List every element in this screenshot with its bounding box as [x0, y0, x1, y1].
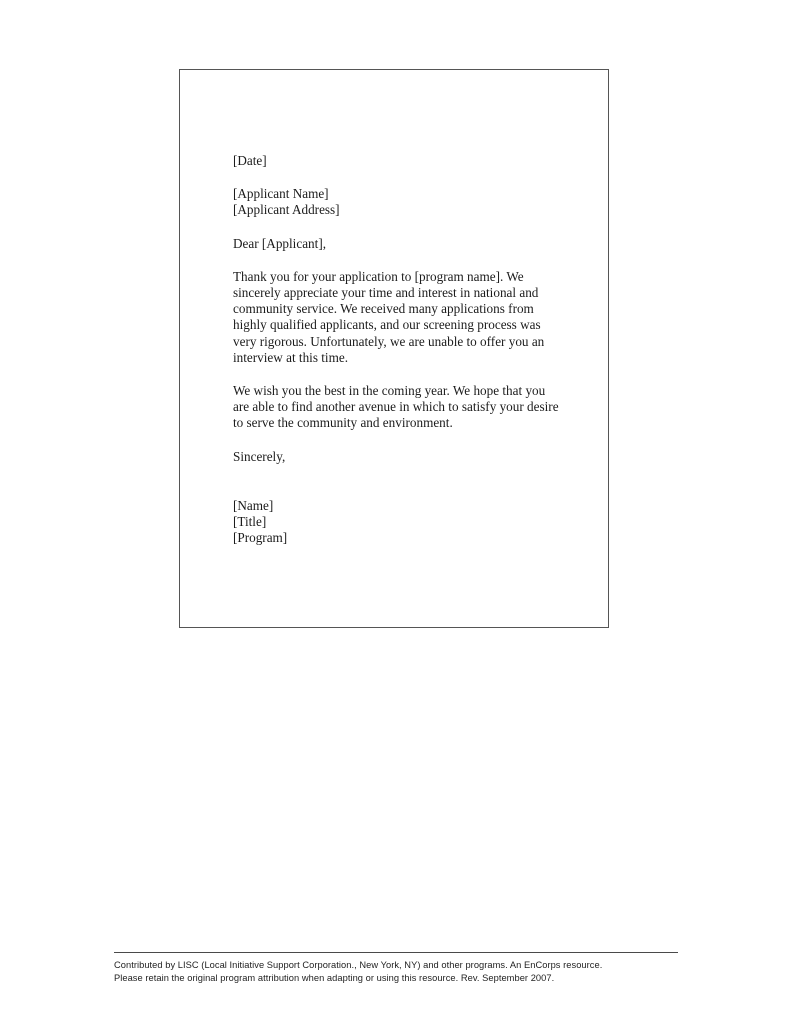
date-placeholder: [Date] — [233, 153, 267, 168]
signature-block — [233, 498, 563, 547]
page-footer — [114, 952, 678, 984]
footer-attribution — [114, 959, 678, 984]
letter-content — [233, 153, 563, 546]
footer-line-1: Contributed by LISC (Local Initiative Support Corporation., New York, NY) and other programs. An EnCorps resource. — [114, 960, 603, 970]
body-paragraph-2: We wish you the best in the coming year. We hope that you are able to find another avenue in which to satisfy your desire to serve the community and environment. — [233, 383, 559, 431]
recipient-address: [Applicant Address] — [233, 202, 340, 218]
signature-program: [Program] — [233, 530, 288, 546]
salutation: Dear [Applicant], — [233, 235, 327, 251]
body-paragraph-1: Thank you for your application to [program name]. We sincerely appreciate your time and interest in national and community service. We received many applications from highly qualified applicants, and our screening process was very rigorous. Unfortunately, we are unable to offer you an interview at this time. — [233, 268, 545, 365]
footer-line-2: Please retain the original program attribution when adapting or using this resource. Rev. September 2007. — [114, 972, 555, 983]
signature-title: [Title] — [233, 514, 267, 530]
signature-name: [Name] — [233, 497, 274, 513]
closing: Sincerely, — [233, 448, 286, 464]
footer-divider — [114, 952, 678, 953]
recipient-name: [Applicant Name] — [233, 186, 329, 202]
recipient-block — [233, 186, 563, 218]
letter-box — [179, 69, 609, 628]
